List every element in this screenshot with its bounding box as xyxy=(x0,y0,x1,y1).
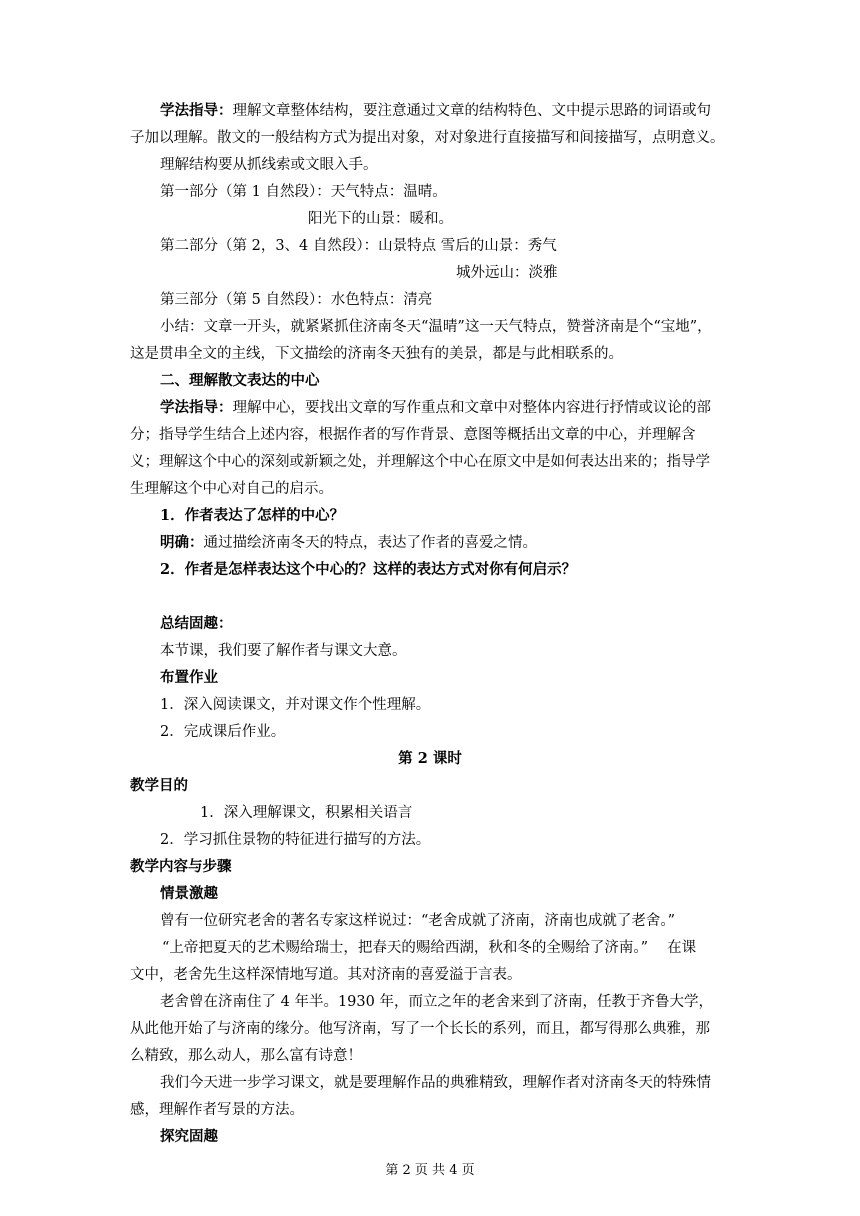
intro-line-5: 从此他开始了与济南的缘分。他写济南，写了一个长长的系列，而且，都写得那么典雅，那 xyxy=(130,1021,710,1037)
guide-paragraph-2-line-4: 生理解这个中心对自己的启示。 xyxy=(130,481,333,497)
intro-line-2: “上帝把夏天的艺术赐给瑞士，把春天的赐给西湖，秋和冬的全赐给了济南。” 在课 xyxy=(162,940,697,956)
answer-1 xyxy=(160,534,537,552)
guide-paragraph-2-line-3: 义；理解这个中心的深刻或新颖之处，并理解这个中心在原文中是如何表达出来的；指导学 xyxy=(130,454,710,470)
homework-heading: 布置作业 xyxy=(160,669,218,686)
guide-label: 学法指导： xyxy=(160,102,233,119)
summary-line-2: 这是贯串全文的主线，下文描绘的济南冬天独有的美景，都是与此相联系的。 xyxy=(130,346,623,362)
guide-paragraph-1-cont: 子加以理解。散文的一般结构方式为提出对象，对对象进行直接描写和间接描写，点明意义。 xyxy=(130,130,725,146)
lesson-2-title: 第 2 课时 xyxy=(398,750,462,767)
structure-tip: 理解结构要从抓线索或文眼入手。 xyxy=(160,157,378,173)
intro-heading: 情景激趣 xyxy=(160,885,218,902)
objective-1: 1．深入理解课文，积累相关语言 xyxy=(200,805,413,821)
summary-line-1: 小结：文章一开头，就紧紧抓住济南冬天“温晴”这一天气特点，赞誉济南是个“宝地”， xyxy=(160,319,712,335)
guide-paragraph-2 xyxy=(160,399,711,417)
conclusion-heading: 总结固趣： xyxy=(160,615,233,632)
conclusion-text: 本节课，我们要了解作者与课文大意。 xyxy=(160,643,407,659)
part-1-weather: 第一部分（第 1 自然段）：天气特点：温晴。 xyxy=(160,184,447,200)
homework-item-2: 2．完成课后作业。 xyxy=(160,724,286,740)
homework-item-1: 1．深入阅读课文，并对课文作个性理解。 xyxy=(160,697,431,713)
guide-paragraph-1 xyxy=(160,102,711,120)
intro-line-1: 曾有一位研究老舍的著名专家这样说过：“老舍成就了济南，济南也成就了老舍。” xyxy=(160,913,676,929)
part-2-mountain: 第二部分（第 2，3、4 自然段）：山景特点 雪后的山景：秀气 xyxy=(160,238,557,254)
page-footer: 第 2 页 共 4 页 xyxy=(385,1163,475,1178)
guide-text: 理解文章整体结构，要注意通过文章的结构特色、文中提示思路的词语或句 xyxy=(232,103,711,119)
question-1: 1．作者表达了怎样的中心？ xyxy=(160,507,345,524)
objectives-heading: 教学目的 xyxy=(130,777,188,794)
intro-line-3: 文中，老舍先生这样深情地写道。其对济南的喜爱溢于言表。 xyxy=(130,967,522,983)
content-heading: 教学内容与步骤 xyxy=(130,858,232,875)
intro-line-4: 老舍曾在济南住了 4 年半。1930 年，而立之年的老舍来到了济南，任教于齐鲁大学， xyxy=(160,994,713,1010)
part-2-distant: 城外远山：淡雅 xyxy=(456,265,558,281)
intro-line-7: 我们今天进一步学习课文，就是要理解作品的典雅精致，理解作者对济南冬天的特殊情 xyxy=(160,1075,711,1091)
answer-label: 明确： xyxy=(160,534,204,551)
question-2: 2．作者是怎样表达这个中心的？这样的表达方式对你有何启示？ xyxy=(160,561,577,578)
section-2-heading: 二、理解散文表达的中心 xyxy=(160,372,320,389)
intro-line-6: 么精致，那么动人，那么富有诗意！ xyxy=(130,1048,362,1064)
part-1-mountain: 阳光下的山景：暖和。 xyxy=(308,211,453,227)
guide-label-2: 学法指导： xyxy=(160,399,233,416)
intro-line-8: 感，理解作者写景的方法。 xyxy=(130,1102,304,1118)
guide-paragraph-2-line-2: 分；指导学生结合上述内容，根据作者的写作背景、意图等概括出文章的中心，并理解含 xyxy=(130,427,696,443)
explore-heading: 探究固趣 xyxy=(160,1128,218,1145)
guide-text-2: 理解中心，要找出文章的写作重点和文章中对整体内容进行抒情或议论的部 xyxy=(232,400,711,416)
objective-2: 2．学习抓住景物的特征进行描写的方法。 xyxy=(160,832,431,848)
answer-text: 通过描绘济南冬天的特点，表达了作者的喜爱之情。 xyxy=(203,535,537,551)
part-3-water: 第三部分（第 5 自然段）：水色特点：清亮 xyxy=(160,292,433,308)
